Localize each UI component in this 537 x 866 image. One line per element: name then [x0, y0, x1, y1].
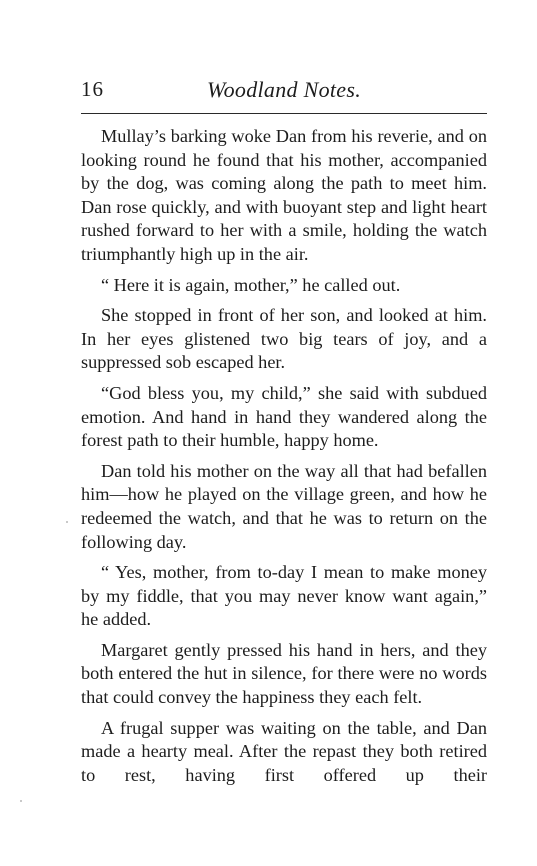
paragraph: Mullay’s barking woke Dan from his reverie, and on looking round he found that his mother, accompanied by the dog, was coming along the path to meet him. Dan rose quickly, and with buoyant step and light heart rushed forward to her with a smile, holding the watch triumphantly high up in the air. [81, 126, 487, 264]
header-rule [81, 113, 487, 114]
paper-speck [20, 800, 22, 802]
paragraph: “God bless you, my child,” she said with subdued emotion. And hand in hand they wandered along the forest path to their humble, happy home. [81, 382, 487, 451]
page-header [81, 77, 487, 109]
paragraph: “ Here it is again, mother,” he called out. [101, 274, 401, 295]
page-number: 16 [81, 77, 104, 101]
paragraph: Margaret gently pressed his hand in hers, and they both entered the hut in silence, for there were no words that could convey the happiness they each felt. [81, 639, 487, 708]
paragraph: Dan told his mother on the way all that had befallen him—how he played on the village green, and how he redeemed the watch, and that he was to return on the following day. [81, 460, 487, 552]
body-text [81, 125, 487, 787]
paragraph: She stopped in front of her son, and looked at him. In her eyes glistened two big tears of joy, and a suppressed sob escaped her. [81, 305, 487, 373]
paper-speck [66, 521, 68, 523]
paragraph: A frugal supper was waiting on the table, and Dan made a hearty meal. After the repast they both retired to rest, having first offered up their [81, 717, 487, 785]
paragraph: “ Yes, mother, from to-day I mean to make money by my fiddle, that you may never know want again,” he added. [81, 562, 487, 630]
running-head: Woodland Notes. [206, 77, 362, 102]
